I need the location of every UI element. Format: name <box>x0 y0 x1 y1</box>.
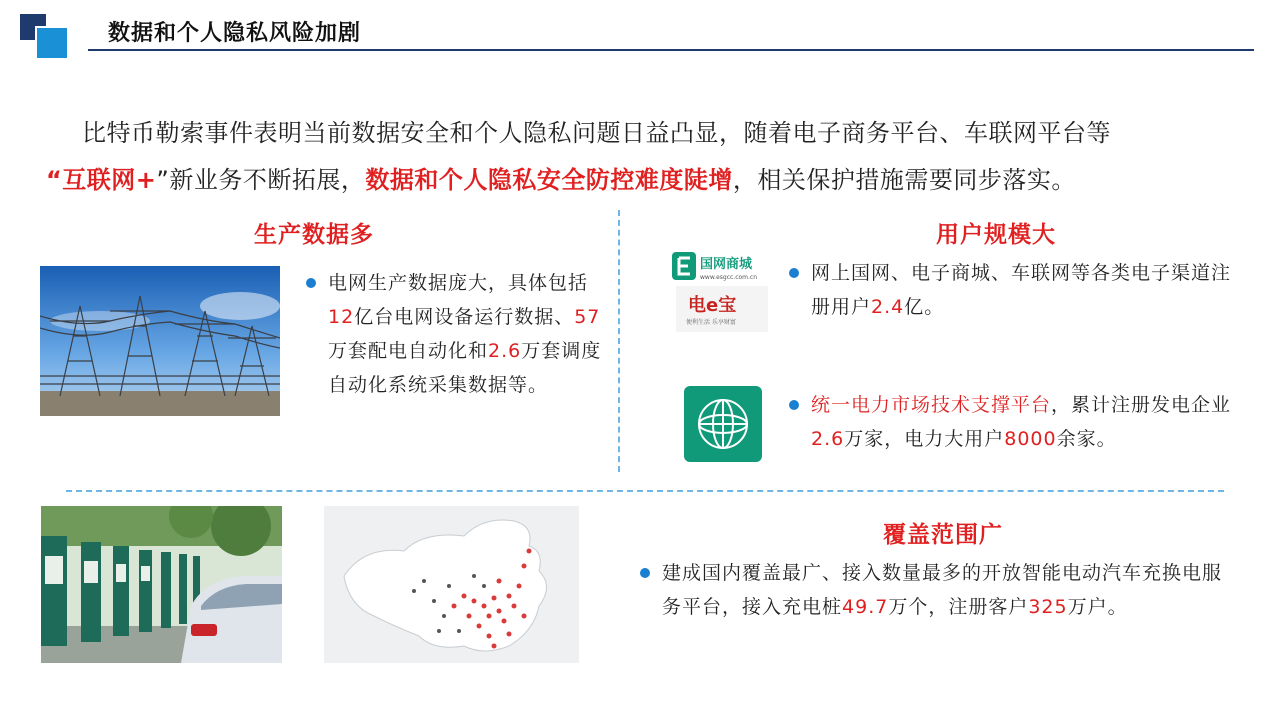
users-bullet-1 <box>811 256 1235 324</box>
ebao-logo-name: 电e宝 <box>688 295 737 316</box>
production-num-dispatch: 2.6 <box>488 340 522 362</box>
mall-logo-name: 国网商城 <box>700 257 753 272</box>
bullet-dot <box>789 268 799 278</box>
production-text-1: 电网生产数据庞大，具体包括 <box>328 272 589 294</box>
production-bullet <box>328 266 604 402</box>
users-text-2c: 余家。 <box>1056 428 1117 450</box>
intro-quote-close: ” <box>156 166 170 194</box>
bullet-dot <box>789 400 799 410</box>
title-decoration-blue-square <box>35 26 69 60</box>
coverage-text-2: 万个，注册客户 <box>888 596 1029 618</box>
section-title-production: 生产数据多 <box>254 222 374 248</box>
users-num-registered: 2.4 <box>871 296 905 318</box>
coverage-num-chargers: 49.7 <box>842 596 889 618</box>
coverage-text-3: 万户。 <box>1067 596 1128 618</box>
intro-quote-open: “ <box>46 166 63 194</box>
section-title-coverage: 覆盖范围广 <box>883 522 1003 548</box>
production-text-3: 万套配电自动化和 <box>328 340 489 362</box>
users-num-large-users: 8000 <box>1004 428 1057 450</box>
substation-photo <box>40 266 280 416</box>
china-coverage-map <box>324 506 579 663</box>
users-num-generators: 2.6 <box>811 428 845 450</box>
coverage-text-1: 建成国内覆盖最广、接入数量最多的开放智能电动汽车充换电服务平台，接入充电桩 <box>662 562 1223 618</box>
section-title-users: 用户规模大 <box>936 222 1056 248</box>
intro-paragraph <box>46 110 1256 204</box>
ebao-logo-subtitle: 便利生活 乐享财富 <box>686 319 736 326</box>
sgcc-mall-logo <box>670 250 768 284</box>
production-num-devices: 12 <box>328 306 355 328</box>
state-grid-logo <box>684 386 762 462</box>
intro-end: ，相关保护措施需要同步落实。 <box>732 166 1076 194</box>
horizontal-divider <box>66 490 1224 492</box>
production-text-2: 亿台电网设备运行数据、 <box>354 306 575 328</box>
page-title: 数据和个人隐私风险加剧 <box>108 21 362 46</box>
e-bao-logo <box>676 286 768 332</box>
users-text-1-end: 亿。 <box>904 296 945 318</box>
charging-station-photo <box>41 506 282 663</box>
production-text-4: 万套调度自动化系统采集数据等。 <box>328 340 602 396</box>
users-text-2a: ，累计注册发电企业 <box>1051 394 1232 416</box>
coverage-bullet <box>662 556 1230 624</box>
users-text-1: 网上国网、电子商城、车联网等各类电子渠道注册用户 <box>811 262 1232 318</box>
intro-highlight-risk: 数据和个人隐私安全防控难度陡增 <box>365 166 733 194</box>
intro-line1: 比特币勒索事件表明当前数据安全和个人隐私问题日益凸显，随着电子商务平台、车联网平台等 <box>82 119 1111 147</box>
users-text-2b: 万家，电力大用户 <box>844 428 1005 450</box>
mall-logo-url: www.esgcc.com.cn <box>700 274 758 281</box>
coverage-num-customers: 325 <box>1028 596 1068 618</box>
vertical-divider <box>618 210 620 472</box>
intro-highlight-internet-plus: 互联网+ <box>62 166 157 194</box>
production-num-distribution: 57 <box>574 306 601 328</box>
bullet-dot <box>640 568 650 578</box>
users-highlight-market-platform: 统一电力市场技术支撑平台 <box>811 394 1052 416</box>
intro-mid: 新业务不断拓展， <box>169 166 366 194</box>
title-underline <box>88 49 1254 51</box>
bullet-dot <box>306 278 316 288</box>
users-bullet-2 <box>811 388 1235 456</box>
